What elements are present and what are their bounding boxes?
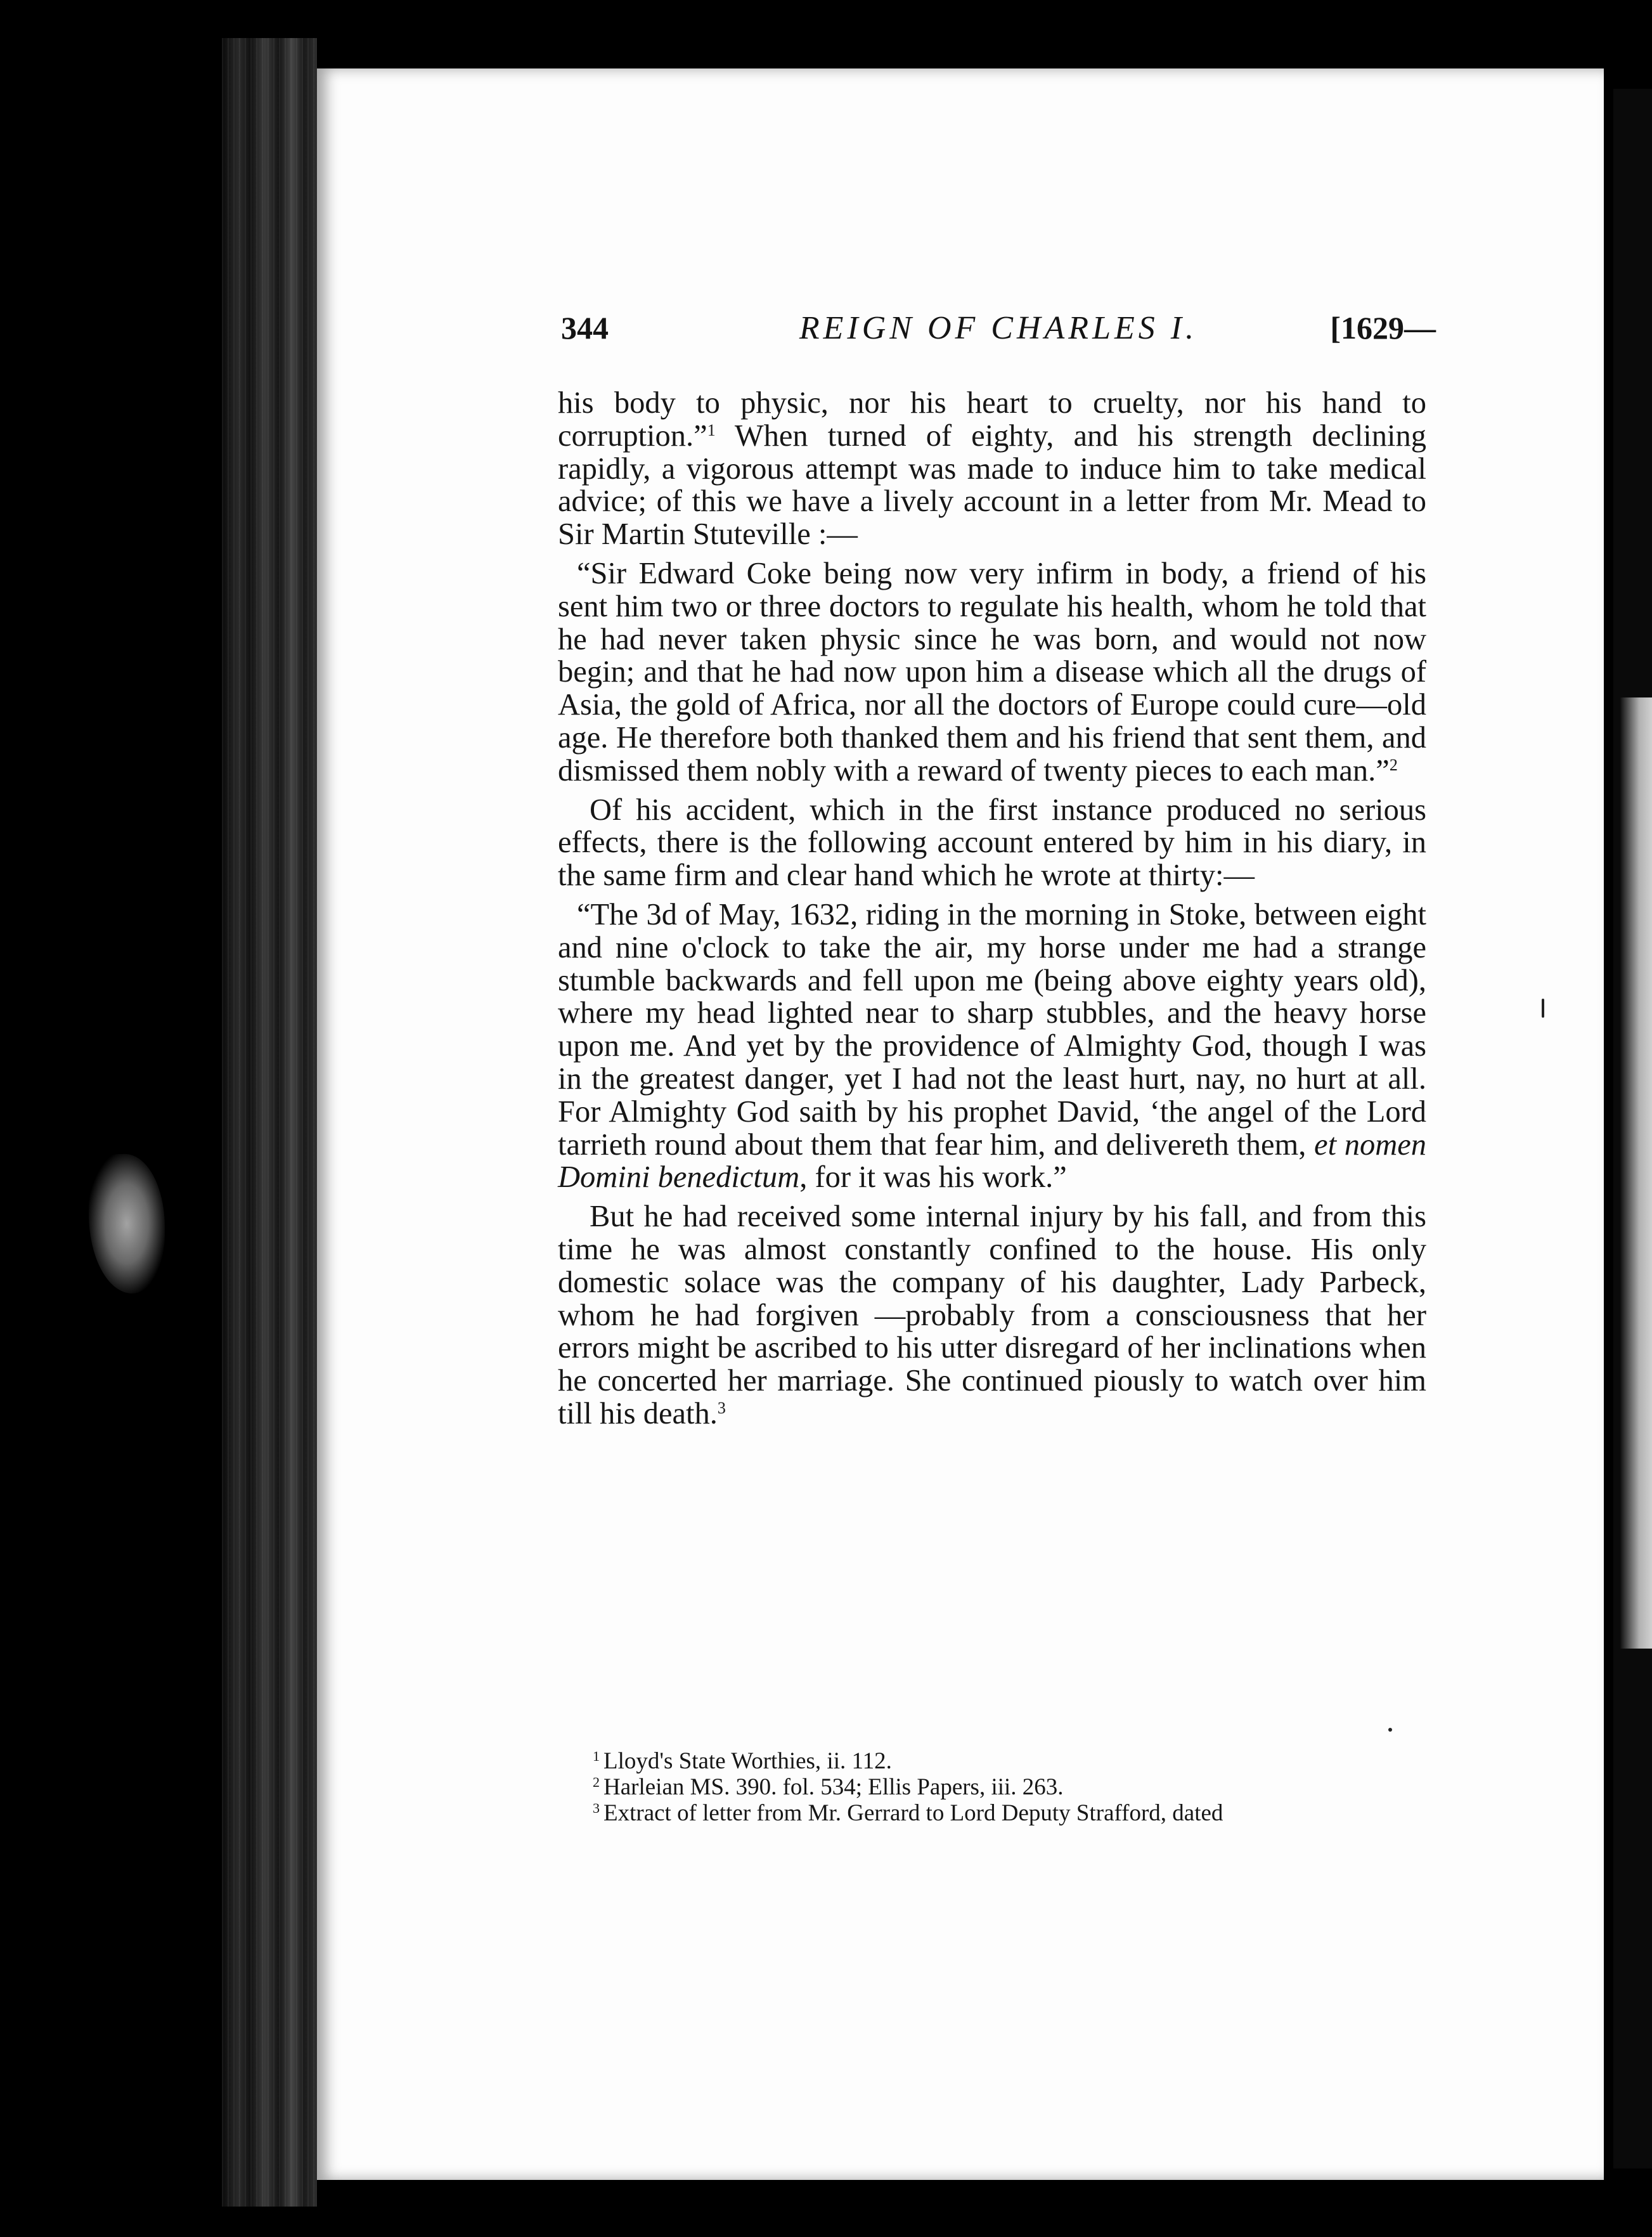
footnote-2-text: Harleian MS. 390. fol. 534; Ellis Papers, iii. 263. xyxy=(603,1774,1064,1800)
footnote-3-text: Extract of letter from Mr. Gerrard to Lord Deputy Strafford, dated xyxy=(603,1800,1223,1826)
footnote-2 xyxy=(593,1774,1423,1800)
body-text xyxy=(558,387,1426,1437)
paragraph-4-tail: , for it was his work.” xyxy=(799,1160,1067,1195)
paragraph-1-tail: When turned of eighty, and his strength declining rapidly, a vigorous attempt was made to induce him to take medical advice; of this we have a lively account in a letter from Mr. Mead to Sir Martin Stuteville :— xyxy=(558,418,1426,552)
footnote-1 xyxy=(593,1748,1423,1774)
paragraph-5-text: But he had received some internal injury by his fall, and from this time he was almost constantly confined to the house. His only domestic solace was the company of his daughter, Lady Parbeck, whom he had forgiven —probably from a consciousness that her errors might be ascribed to his utter disregard of her inclinations when he concerted her marriage. She continued piously to watch over him till his death. xyxy=(558,1200,1426,1430)
paragraph-2-text: “Sir Edward Coke being now very infirm in body, a friend of his sent him two or three doctors to regulate his health, whom he told that he had never taken physic since he was born, and would not now begin; and that he had now upon him a disease which all the drugs of Asia, the gold of Africa, nor all the doctors of Europe could cure—old age. He therefore both thanked them and his friend that sent them, and dismissed them nobly with a reward of twenty pieces to each man.” xyxy=(558,556,1426,788)
footnotes xyxy=(593,1748,1423,1826)
facing-page-edge xyxy=(1620,697,1652,1649)
paragraph-2-quote xyxy=(558,557,1426,788)
paragraph-1-text: his body to physic, nor his heart to cruelty, nor his hand to corruption.” xyxy=(558,386,1426,453)
running-title: REIGN OF CHARLES I. xyxy=(799,310,1198,346)
paragraph-4-quote xyxy=(558,898,1426,1194)
paragraph-5 xyxy=(558,1200,1426,1430)
page-edge-texture xyxy=(222,38,317,2207)
paragraph-3-text: Of his accident, which in the first instance produced no serious effects, there is the following account entered by him in his diary, in the same firm and clear hand which he wrote at thirty:— xyxy=(558,793,1426,893)
paragraph-1 xyxy=(558,387,1426,551)
running-date: [1629— xyxy=(1330,310,1436,346)
book-page-edges xyxy=(222,38,317,2207)
paragraph-4-text: “The 3d of May, 1632, riding in the morning in Stoke, between eight and nine o'clock to take the air, my horse under me had a strange stumble backwards and fell upon me (being above eighty years old), where my head lighted near to sharp stubbles, and the heavy horse upon me. And yet by the providence of Almighty God, though I was in the greatest danger, yet I had not the least hurt, nay, no hurt at all. For Almighty God saith by his prophet David, ‘the angel of the Lord tarrieth round about them that fear him, and delivereth them, xyxy=(558,897,1426,1162)
footnote-1-text: Lloyd's State Worthies, ii. 112. xyxy=(603,1748,892,1774)
scan-speck xyxy=(1388,1728,1392,1732)
footnote-1-mark: 1 xyxy=(593,1748,600,1764)
latin-phrase: et nomen Domini benedictum xyxy=(558,1127,1426,1195)
footnote-3-mark: 3 xyxy=(593,1800,600,1816)
page-number: 344 xyxy=(561,310,609,346)
footnote-3 xyxy=(593,1800,1423,1826)
footnote-2-mark: 2 xyxy=(593,1774,600,1790)
paragraph-3 xyxy=(558,794,1426,892)
running-head xyxy=(561,309,1436,360)
binding-damage-mark xyxy=(89,1154,165,1294)
footnote-ref-3: 3 xyxy=(717,1398,726,1417)
footnote-ref-2: 2 xyxy=(1389,755,1398,774)
footnote-ref-1: 1 xyxy=(707,420,716,439)
scan-speck xyxy=(1542,999,1544,1018)
